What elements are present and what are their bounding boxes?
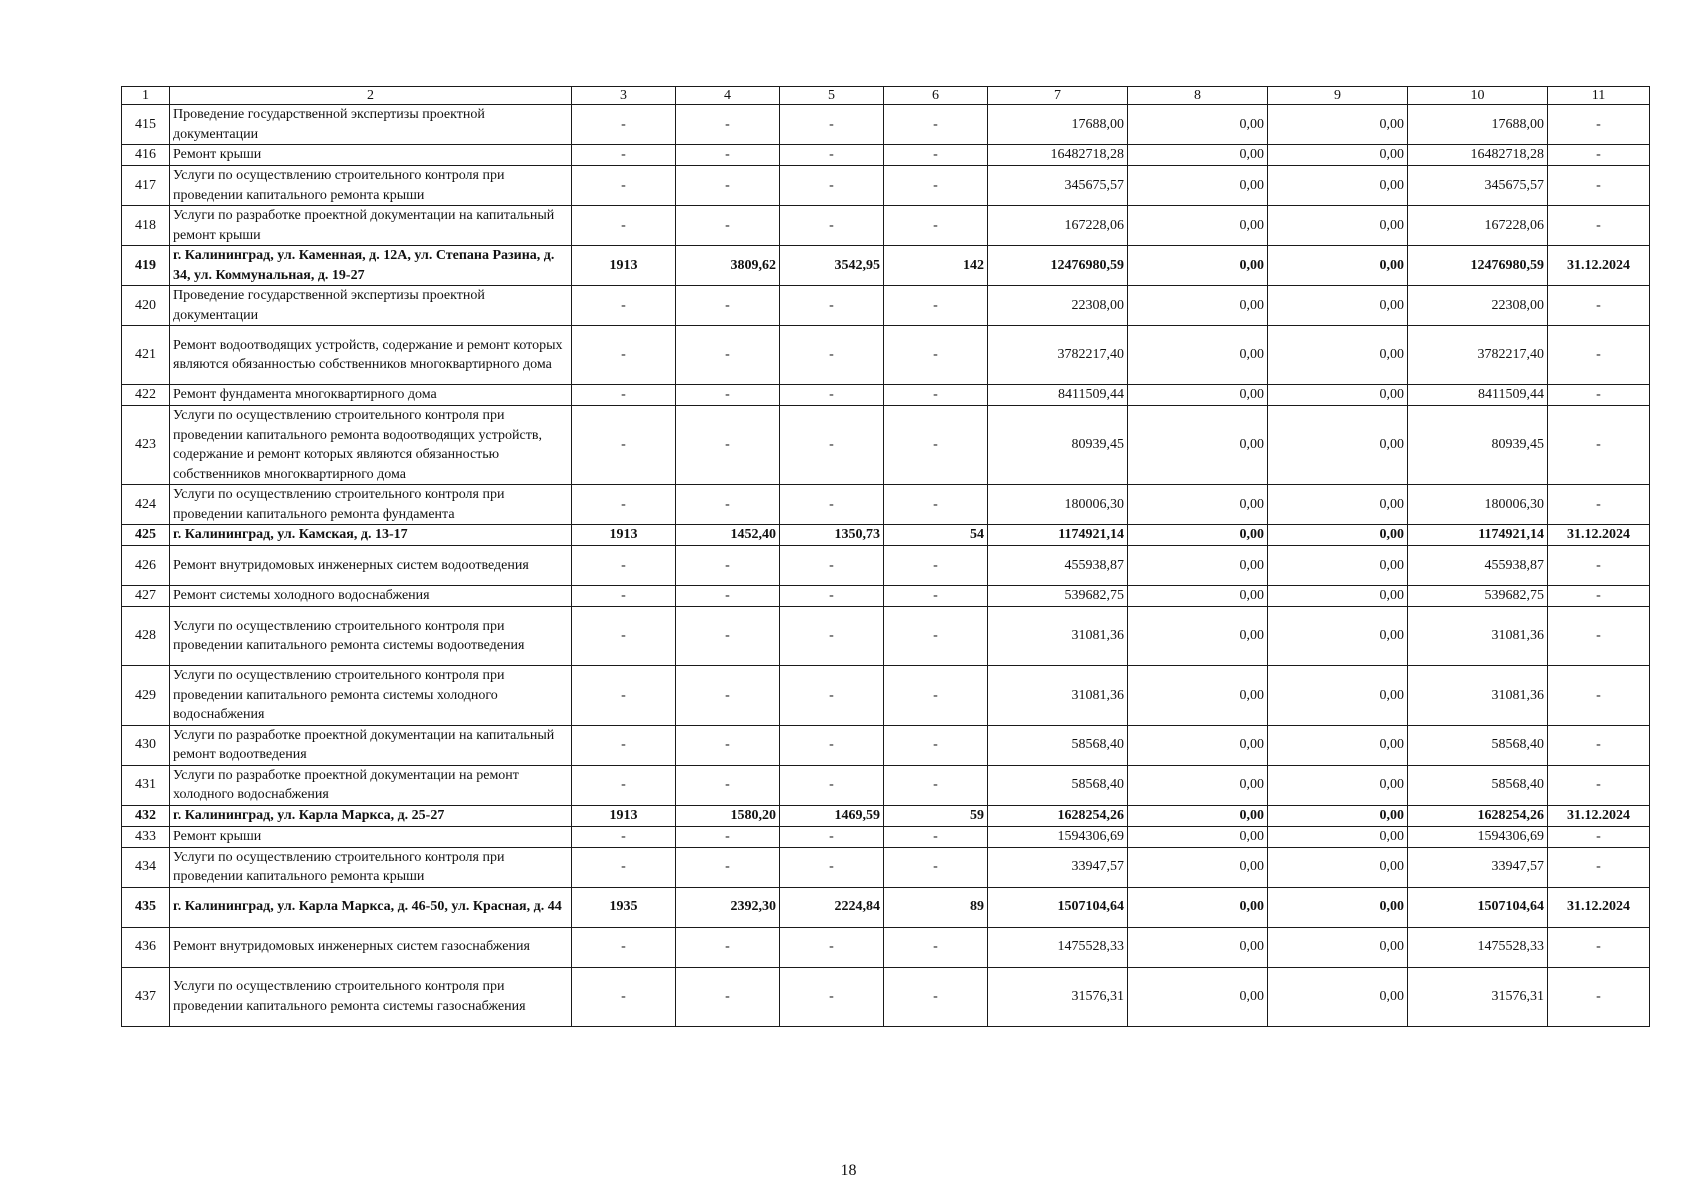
table-row [122,607,1650,666]
col-3-cell: - [572,586,676,607]
col-9-cell: 0,00 [1268,546,1408,586]
row-number: 435 [122,887,170,927]
col-7-cell: 16482718,28 [988,145,1128,166]
row-number: 423 [122,406,170,485]
col-10-cell: 22308,00 [1408,286,1548,326]
row-number: 418 [122,206,170,246]
header-cell: 1 [122,87,170,105]
col-8-cell: 0,00 [1128,607,1268,666]
col-4-cell: - [676,406,780,485]
col-5-cell: - [780,546,884,586]
col-5-cell: 2224,84 [780,887,884,927]
col-9-cell: 0,00 [1268,105,1408,145]
col-4-cell: - [676,847,780,887]
row-number: 436 [122,927,170,967]
col-7-cell: 539682,75 [988,586,1128,607]
work-name: Ремонт крыши [170,145,572,166]
col-4-cell: 3809,62 [676,246,780,286]
col-10-cell: 455938,87 [1408,546,1548,586]
work-name: Услуги по разработке проектной документации на капитальный ремонт крыши [170,206,572,246]
col-8-cell: 0,00 [1128,326,1268,385]
col-4-cell: - [676,145,780,166]
table-row [122,586,1650,607]
row-number: 422 [122,385,170,406]
col-6-cell: 89 [884,887,988,927]
row-number: 420 [122,286,170,326]
col-3-cell: 1913 [572,525,676,546]
col-3-cell: - [572,847,676,887]
col-8-cell: 0,00 [1128,725,1268,765]
work-name: Ремонт фундамента многоквартирного дома [170,385,572,406]
col-4-cell: - [676,586,780,607]
col-11-cell: - [1548,927,1650,967]
col-11-cell: - [1548,546,1650,586]
table-row [122,887,1650,927]
col-8-cell: 0,00 [1128,166,1268,206]
col-6-cell: - [884,286,988,326]
row-number: 425 [122,525,170,546]
col-6-cell: - [884,826,988,847]
col-11-cell: - [1548,725,1650,765]
col-8-cell: 0,00 [1128,666,1268,726]
col-10-cell: 80939,45 [1408,406,1548,485]
work-name: г. Калининград, ул. Камская, д. 13-17 [170,525,572,546]
col-4-cell: - [676,546,780,586]
work-name: Услуги по разработке проектной документации на капитальный ремонт водоотведения [170,725,572,765]
col-6-cell: - [884,546,988,586]
col-3-cell: - [572,485,676,525]
column-number-header [122,87,1650,105]
col-5-cell: 1350,73 [780,525,884,546]
col-5-cell: - [780,927,884,967]
col-10-cell: 12476980,59 [1408,246,1548,286]
row-number: 432 [122,805,170,826]
col-5-cell: - [780,206,884,246]
col-3-cell: 1935 [572,887,676,927]
col-7-cell: 58568,40 [988,725,1128,765]
work-name: Проведение государственной экспертизы проектной документации [170,105,572,145]
col-4-cell: - [676,105,780,145]
work-name: Услуги по осуществлению строительного контроля при проведении капитального ремонта крыши [170,166,572,206]
col-10-cell: 1475528,33 [1408,927,1548,967]
col-9-cell: 0,00 [1268,286,1408,326]
col-7-cell: 33947,57 [988,847,1128,887]
col-3-cell: - [572,725,676,765]
col-10-cell: 31081,36 [1408,607,1548,666]
col-5-cell: - [780,286,884,326]
row-number: 428 [122,607,170,666]
col-5-cell: - [780,326,884,385]
col-11-cell: - [1548,166,1650,206]
col-10-cell: 539682,75 [1408,586,1548,607]
table-row [122,927,1650,967]
work-name: г. Калининград, ул. Каменная, д. 12А, ул. Степана Разина, д. 34, ул. Коммунальная, д. 19-27 [170,246,572,286]
work-name: Услуги по осуществлению строительного контроля при проведении капитального ремонта крыши [170,847,572,887]
table-row [122,765,1650,805]
col-6-cell: - [884,725,988,765]
col-6-cell: - [884,206,988,246]
row-number: 427 [122,586,170,607]
row-number: 430 [122,725,170,765]
work-name: г. Калининград, ул. Карла Маркса, д. 25-27 [170,805,572,826]
col-9-cell: 0,00 [1268,166,1408,206]
col-3-cell: - [572,385,676,406]
col-3-cell: - [572,206,676,246]
col-7-cell: 345675,57 [988,166,1128,206]
col-3-cell: - [572,967,676,1026]
col-9-cell: 0,00 [1268,485,1408,525]
row-number: 421 [122,326,170,385]
col-9-cell: 0,00 [1268,927,1408,967]
col-5-cell: - [780,145,884,166]
col-4-cell: - [676,725,780,765]
col-5-cell: - [780,586,884,607]
col-3-cell: - [572,166,676,206]
col-4-cell: - [676,326,780,385]
col-9-cell: 0,00 [1268,765,1408,805]
col-10-cell: 17688,00 [1408,105,1548,145]
col-10-cell: 33947,57 [1408,847,1548,887]
col-9-cell: 0,00 [1268,326,1408,385]
col-10-cell: 1594306,69 [1408,826,1548,847]
col-6-cell: - [884,765,988,805]
col-3-cell: - [572,607,676,666]
col-7-cell: 1174921,14 [988,525,1128,546]
col-11-cell: - [1548,847,1650,887]
table-row [122,206,1650,246]
col-7-cell: 80939,45 [988,406,1128,485]
table-row [122,847,1650,887]
col-11-cell: 31.12.2024 [1548,887,1650,927]
col-7-cell: 1594306,69 [988,826,1128,847]
work-name: Проведение государственной экспертизы проектной документации [170,286,572,326]
row-number: 416 [122,145,170,166]
col-8-cell: 0,00 [1128,586,1268,607]
col-3-cell: - [572,666,676,726]
work-name: Услуги по осуществлению строительного контроля при проведении капитального ремонта системы водоотведения [170,607,572,666]
col-6-cell: - [884,105,988,145]
col-4-cell: - [676,385,780,406]
col-11-cell: - [1548,826,1650,847]
table-row [122,145,1650,166]
col-10-cell: 1628254,26 [1408,805,1548,826]
col-10-cell: 16482718,28 [1408,145,1548,166]
header-cell: 3 [572,87,676,105]
col-9-cell: 0,00 [1268,725,1408,765]
col-10-cell: 58568,40 [1408,725,1548,765]
row-number: 433 [122,826,170,847]
col-7-cell: 12476980,59 [988,246,1128,286]
col-7-cell: 455938,87 [988,546,1128,586]
work-name: Услуги по осуществлению строительного контроля при проведении капитального ремонта системы холодного водоснабжения [170,666,572,726]
col-6-cell: - [884,586,988,607]
row-number: 415 [122,105,170,145]
col-3-cell: - [572,546,676,586]
col-8-cell: 0,00 [1128,546,1268,586]
col-10-cell: 31576,31 [1408,967,1548,1026]
col-3-cell: 1913 [572,805,676,826]
col-6-cell: - [884,166,988,206]
col-11-cell: - [1548,406,1650,485]
col-7-cell: 31081,36 [988,666,1128,726]
table-row [122,105,1650,145]
col-10-cell: 8411509,44 [1408,385,1548,406]
work-name: г. Калининград, ул. Карла Маркса, д. 46-50, ул. Красная, д. 44 [170,887,572,927]
col-5-cell: - [780,607,884,666]
col-9-cell: 0,00 [1268,887,1408,927]
work-name: Услуги по осуществлению строительного контроля при проведении капитального ремонта системы газоснабжения [170,967,572,1026]
header-cell: 6 [884,87,988,105]
col-3-cell: - [572,406,676,485]
col-9-cell: 0,00 [1268,607,1408,666]
col-4-cell: 1452,40 [676,525,780,546]
col-11-cell: - [1548,967,1650,1026]
col-7-cell: 22308,00 [988,286,1128,326]
col-11-cell: 31.12.2024 [1548,805,1650,826]
col-4-cell: 1580,20 [676,805,780,826]
table-row [122,166,1650,206]
col-6-cell: - [884,406,988,485]
work-name: Ремонт крыши [170,826,572,847]
col-8-cell: 0,00 [1128,286,1268,326]
col-11-cell: - [1548,145,1650,166]
work-name: Услуги по разработке проектной документации на ремонт холодного водоснабжения [170,765,572,805]
table-row [122,286,1650,326]
col-11-cell: - [1548,607,1650,666]
col-8-cell: 0,00 [1128,765,1268,805]
table-row [122,967,1650,1026]
col-6-cell: 54 [884,525,988,546]
row-number: 424 [122,485,170,525]
table-row [122,805,1650,826]
table-row [122,246,1650,286]
row-number: 431 [122,765,170,805]
col-8-cell: 0,00 [1128,206,1268,246]
work-name: Ремонт внутридомовых инженерных систем газоснабжения [170,927,572,967]
col-8-cell: 0,00 [1128,927,1268,967]
col-10-cell: 345675,57 [1408,166,1548,206]
col-6-cell: 59 [884,805,988,826]
row-number: 437 [122,967,170,1026]
col-6-cell: - [884,666,988,726]
table-row [122,525,1650,546]
col-5-cell: 1469,59 [780,805,884,826]
col-4-cell: 2392,30 [676,887,780,927]
col-8-cell: 0,00 [1128,105,1268,145]
col-10-cell: 1174921,14 [1408,525,1548,546]
col-5-cell: - [780,765,884,805]
col-9-cell: 0,00 [1268,967,1408,1026]
col-7-cell: 3782217,40 [988,326,1128,385]
col-5-cell: 3542,95 [780,246,884,286]
col-8-cell: 0,00 [1128,406,1268,485]
col-11-cell: - [1548,586,1650,607]
table-row [122,326,1650,385]
col-11-cell: 31.12.2024 [1548,525,1650,546]
col-5-cell: - [780,385,884,406]
col-11-cell: - [1548,765,1650,805]
page-number: 18 [840,1162,857,1179]
col-4-cell: - [676,666,780,726]
col-3-cell: 1913 [572,246,676,286]
col-3-cell: - [572,927,676,967]
col-8-cell: 0,00 [1128,967,1268,1026]
table-body [122,105,1650,1027]
header-cell: 2 [170,87,572,105]
table-row [122,826,1650,847]
col-3-cell: - [572,145,676,166]
col-5-cell: - [780,406,884,485]
table-row [122,385,1650,406]
header-cell: 9 [1268,87,1408,105]
col-7-cell: 1475528,33 [988,927,1128,967]
col-6-cell: - [884,485,988,525]
col-8-cell: 0,00 [1128,485,1268,525]
col-10-cell: 58568,40 [1408,765,1548,805]
col-5-cell: - [780,485,884,525]
row-number: 429 [122,666,170,726]
col-9-cell: 0,00 [1268,586,1408,607]
col-10-cell: 167228,06 [1408,206,1548,246]
row-number: 419 [122,246,170,286]
col-5-cell: - [780,666,884,726]
col-8-cell: 0,00 [1128,826,1268,847]
col-10-cell: 180006,30 [1408,485,1548,525]
header-cell: 4 [676,87,780,105]
col-9-cell: 0,00 [1268,847,1408,887]
col-5-cell: - [780,967,884,1026]
col-11-cell: - [1548,385,1650,406]
col-11-cell: - [1548,105,1650,145]
col-6-cell: - [884,847,988,887]
work-name: Ремонт системы холодного водоснабжения [170,586,572,607]
col-8-cell: 0,00 [1128,246,1268,286]
col-9-cell: 0,00 [1268,666,1408,726]
table-row [122,546,1650,586]
col-6-cell: - [884,326,988,385]
col-7-cell: 167228,06 [988,206,1128,246]
col-11-cell: - [1548,485,1650,525]
col-6-cell: - [884,927,988,967]
col-3-cell: - [572,765,676,805]
col-7-cell: 31081,36 [988,607,1128,666]
header-cell: 11 [1548,87,1650,105]
col-7-cell: 1507104,64 [988,887,1128,927]
col-11-cell: - [1548,666,1650,726]
col-11-cell: 31.12.2024 [1548,246,1650,286]
col-9-cell: 0,00 [1268,805,1408,826]
col-9-cell: 0,00 [1268,525,1408,546]
col-11-cell: - [1548,206,1650,246]
col-7-cell: 58568,40 [988,765,1128,805]
col-8-cell: 0,00 [1128,805,1268,826]
col-9-cell: 0,00 [1268,385,1408,406]
col-4-cell: - [676,765,780,805]
header-cell: 10 [1408,87,1548,105]
col-4-cell: - [676,206,780,246]
col-5-cell: - [780,105,884,145]
repair-program-table [121,86,1650,1027]
table-row [122,485,1650,525]
work-name: Ремонт внутридомовых инженерных систем водоотведения [170,546,572,586]
col-7-cell: 180006,30 [988,485,1128,525]
col-5-cell: - [780,826,884,847]
row-number: 434 [122,847,170,887]
col-4-cell: - [676,826,780,847]
col-11-cell: - [1548,286,1650,326]
col-11-cell: - [1548,326,1650,385]
row-number: 417 [122,166,170,206]
col-9-cell: 0,00 [1268,145,1408,166]
col-10-cell: 3782217,40 [1408,326,1548,385]
header-cell: 7 [988,87,1128,105]
col-7-cell: 31576,31 [988,967,1128,1026]
header-cell: 5 [780,87,884,105]
col-10-cell: 31081,36 [1408,666,1548,726]
col-8-cell: 0,00 [1128,385,1268,406]
col-7-cell: 17688,00 [988,105,1128,145]
work-name: Услуги по осуществлению строительного контроля при проведении капитального ремонта водоотводящих устройств, содержание и ремонт которых являются обязанностью собственников многоквартирного дома [170,406,572,485]
col-6-cell: - [884,385,988,406]
header-cell: 8 [1128,87,1268,105]
col-3-cell: - [572,105,676,145]
col-6-cell: - [884,145,988,166]
work-name: Ремонт водоотводящих устройств, содержание и ремонт которых являются обязанностью собственников многоквартирного дома [170,326,572,385]
col-6-cell: 142 [884,246,988,286]
col-4-cell: - [676,166,780,206]
col-5-cell: - [780,725,884,765]
col-3-cell: - [572,286,676,326]
col-4-cell: - [676,967,780,1026]
col-7-cell: 8411509,44 [988,385,1128,406]
col-3-cell: - [572,826,676,847]
col-6-cell: - [884,607,988,666]
col-9-cell: 0,00 [1268,246,1408,286]
col-3-cell: - [572,326,676,385]
col-5-cell: - [780,166,884,206]
col-8-cell: 0,00 [1128,887,1268,927]
col-4-cell: - [676,607,780,666]
col-4-cell: - [676,286,780,326]
col-7-cell: 1628254,26 [988,805,1128,826]
col-5-cell: - [780,847,884,887]
col-9-cell: 0,00 [1268,206,1408,246]
table-row [122,725,1650,765]
col-6-cell: - [884,967,988,1026]
col-4-cell: - [676,927,780,967]
col-8-cell: 0,00 [1128,145,1268,166]
col-9-cell: 0,00 [1268,826,1408,847]
table-row [122,666,1650,726]
col-10-cell: 1507104,64 [1408,887,1548,927]
col-8-cell: 0,00 [1128,847,1268,887]
row-number: 426 [122,546,170,586]
col-9-cell: 0,00 [1268,406,1408,485]
col-4-cell: - [676,485,780,525]
work-name: Услуги по осуществлению строительного контроля при проведении капитального ремонта фундамента [170,485,572,525]
table-row [122,406,1650,485]
col-8-cell: 0,00 [1128,525,1268,546]
